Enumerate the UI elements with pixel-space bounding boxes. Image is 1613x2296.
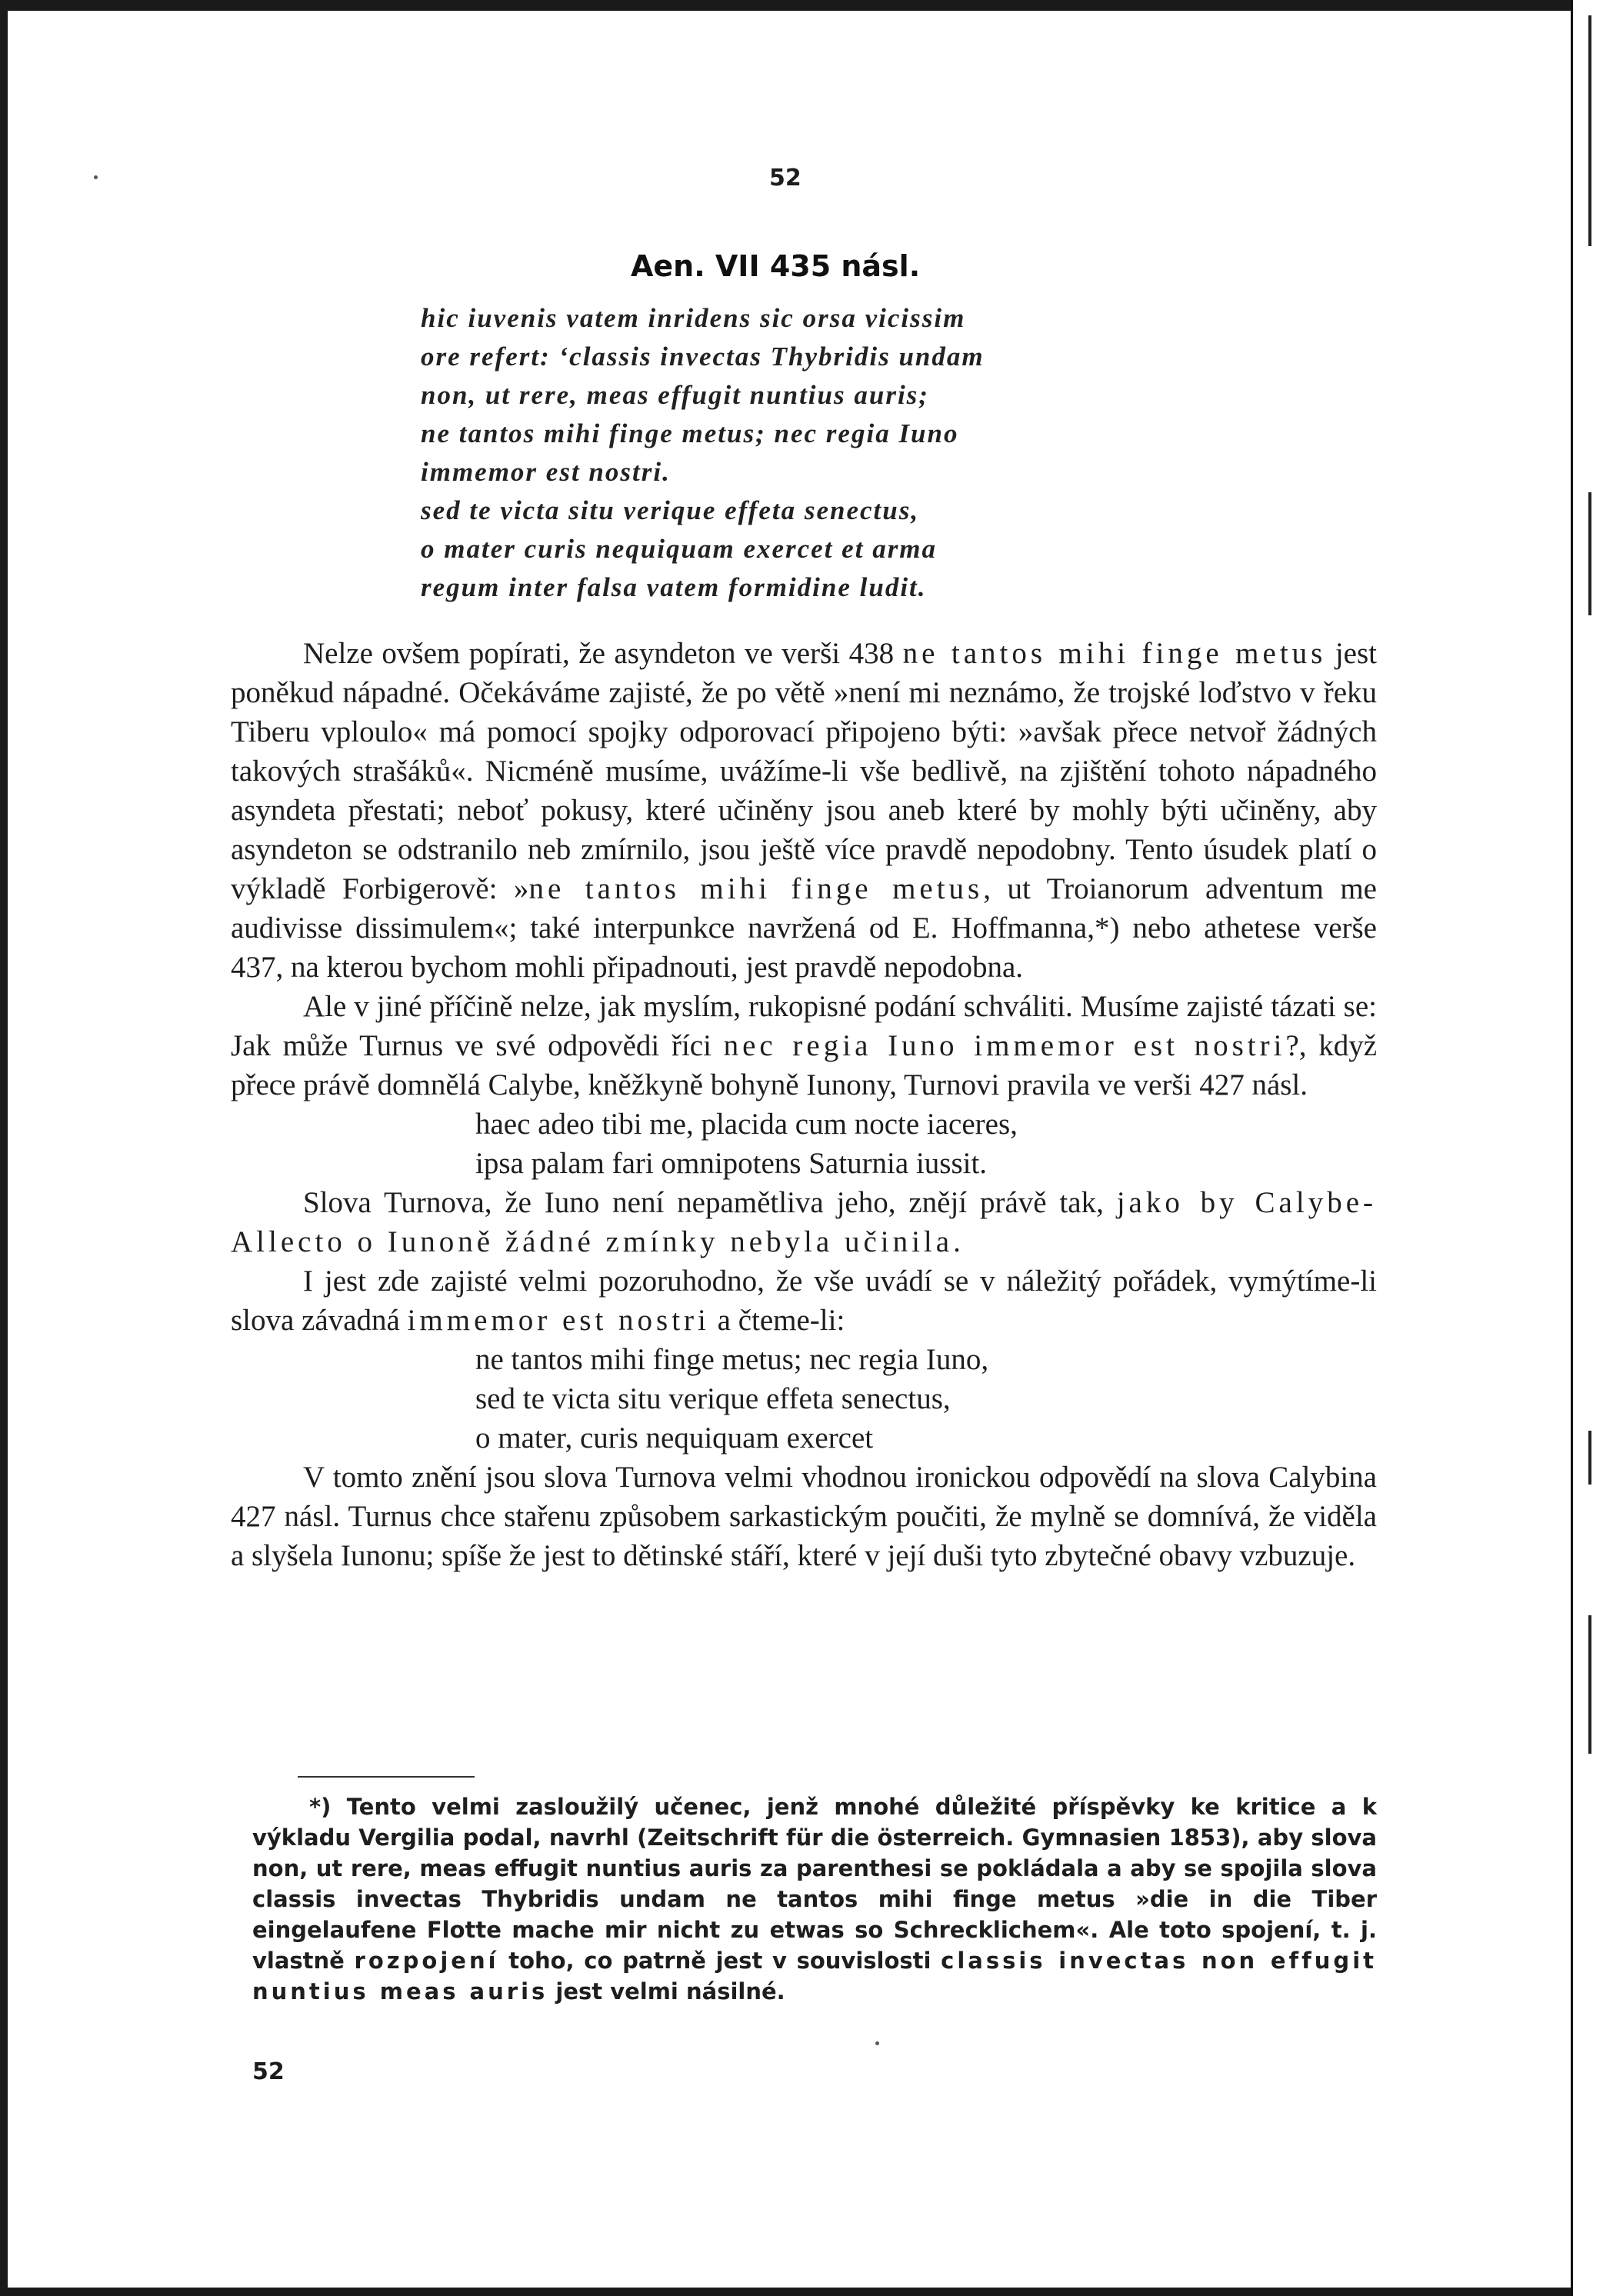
verse-line: non, ut rere, meas effugit nuntius auris; bbox=[421, 380, 929, 410]
spaced-phrase: nec regia Iuno immemor est nostri bbox=[723, 1029, 1286, 1062]
scan-edge-mark bbox=[1588, 492, 1591, 615]
verse-line: regum inter falsa vatem formidine ludit. bbox=[421, 572, 927, 602]
scan-edge-mark bbox=[1588, 1615, 1591, 1754]
verse-line: sed te victa situ verique effeta senectus, bbox=[421, 495, 920, 525]
quote-line: haec adeo tibi me, placida cum nocte iaceres, bbox=[475, 1108, 1018, 1141]
spaced-phrase: jako by Calybe-Allecto o Iunoně žádné zmínky nebyla učinila bbox=[231, 1186, 1377, 1258]
scan-speck bbox=[94, 175, 98, 179]
scan-edge-mark bbox=[1588, 1431, 1591, 1485]
verse-quotation bbox=[421, 299, 985, 607]
paragraph-asyndeton: Nelze ovšem popírati, že asyndeton ve verši 438 ne tantos mihi finge metus jest poněkud nápadné. Očekáváme zajisté, že po větě »není mi neznámo, že trojské loďstvo v řeku Tiberu vploulo« má pomocí spojky odporovací připojeno býti: »avšak přece netvoř žádných takových strašáků«. Nicméně musíme, uvážíme-li vše bedlivě, na zjištění tohoto nápadného asyndeta přestati; neboť pokusy, které učiněny jsou aneb které by mohly býti učiněny, aby asyndeton se odstranilo neb zmírnilo, jsou ještě více pravdě nepodobny. Tento úsudek platí o výkladě Forbigerově: »ne tantos mihi finge metus, ut Troianorum adventum me audivisse dissimulem«; také interpunkce navržená od E. Hoffmanna,*) nebo athetese verše 437, na kterou bychom mohli připadnouti, jest pravdě nepodobna. bbox=[231, 637, 1377, 984]
body-text bbox=[231, 634, 1377, 1575]
footnote: *) Tento velmi zasloužilý učenec, jenž mnohé důležité příspěvky ke kritice a k výkladu Vergilia podal, navrhl (Zeitschrift für die österreich. Gymnasien 1853), aby slova non, ut rere, meas effugit nuntius auris za parenthesi se pokládala a aby se spojila slova classis invectas Thybridis undam ne tantos mihi finge metus »die in die Tiber eingelaufene Flotte mache mir nicht zu etwas so Schrecklichem«. Ale toto spojení, t. j. vlastně rozpojení toho, co patrně jest v souvislosti classis invectas non effugit nuntius meas auris jest velmi násilné. bbox=[252, 1794, 1377, 2004]
quote-line: o mater, curis nequiquam exercet bbox=[475, 1421, 874, 1455]
quote-line: ne tantos mihi finge metus; nec regia Iuno, bbox=[475, 1343, 989, 1376]
verse-line: ne tantos mihi finge metus; nec regia Iuno bbox=[421, 418, 959, 448]
scan-speck bbox=[875, 2041, 879, 2045]
verse-line: immemor est nostri. bbox=[421, 457, 671, 487]
footnote-divider bbox=[298, 1776, 475, 1778]
page-number-top: 52 bbox=[769, 165, 802, 192]
scan-edge-mark bbox=[1588, 15, 1591, 246]
scan-border bbox=[1571, 0, 1613, 2296]
book-page bbox=[8, 11, 1573, 2288]
verse-line: o mater curis nequiquam exercet et arma bbox=[421, 534, 938, 564]
spaced-phrase: classis invectas non effugit nuntius meas auris bbox=[252, 1948, 1377, 2004]
spaced-phrase: immemor est nostri bbox=[407, 1304, 710, 1337]
quote-line: ipsa palam fari omnipotens Saturnia iussit. bbox=[475, 1147, 988, 1180]
paragraph-question: Ale v jiné příčině nelze, jak myslím, rukopisné podání schváliti. Musíme zajisté tázati se: Jak může Turnus ve své odpovědi říci nec regia Iuno immemor est nostri?, když přece právě domnělá Calybe, kněžkyně bohyně Iunony, Turnovi pravila ve verši 427 násl. bbox=[231, 990, 1377, 1101]
inline-quotation bbox=[231, 1340, 1377, 1458]
inline-quotation bbox=[231, 1105, 1377, 1183]
spaced-phrase: ne tantos mihi finge metus bbox=[902, 637, 1327, 670]
page-number-bottom: 52 bbox=[252, 2058, 285, 2085]
verse-line: ore refert: ‘classis invectas Thybridis undam bbox=[421, 342, 985, 372]
verse-line: hic iuvenis vatem inridens sic orsa vicissim bbox=[421, 303, 966, 333]
paragraph-order: I jest zde zajisté velmi pozoruhodno, že vše uvádí se v náležitý pořádek, vymýtíme-li slova závadná immemor est nostri a čteme-li: bbox=[231, 1265, 1377, 1337]
paragraph-conclusion: V tomto znění jsou slova Turnova velmi vhodnou ironickou odpovědí na slova Calybina 427 násl. Turnus chce stařenu způsobem sarkastickým poučiti, že mylně se domnívá, že viděla a slyšela Iunonu; spíše že jest to dětinské stáří, které v její duši tyto zbytečné obavy vzbuzuje. bbox=[231, 1461, 1377, 1572]
spaced-phrase: rozpojení bbox=[354, 1948, 499, 1974]
spaced-phrase: ne tantos mihi finge metus bbox=[528, 872, 984, 905]
paragraph-turnus-words: Slova Turnova, že Iuno není nepamětliva jeho, znějí právě tak, jako by Calybe-Allecto o Iunoně žádné zmínky nebyla učinila. bbox=[231, 1186, 1377, 1258]
section-heading: Aen. VII 435 násl. bbox=[631, 249, 921, 283]
quote-line: sed te victa situ verique effeta senectus, bbox=[475, 1382, 951, 1415]
